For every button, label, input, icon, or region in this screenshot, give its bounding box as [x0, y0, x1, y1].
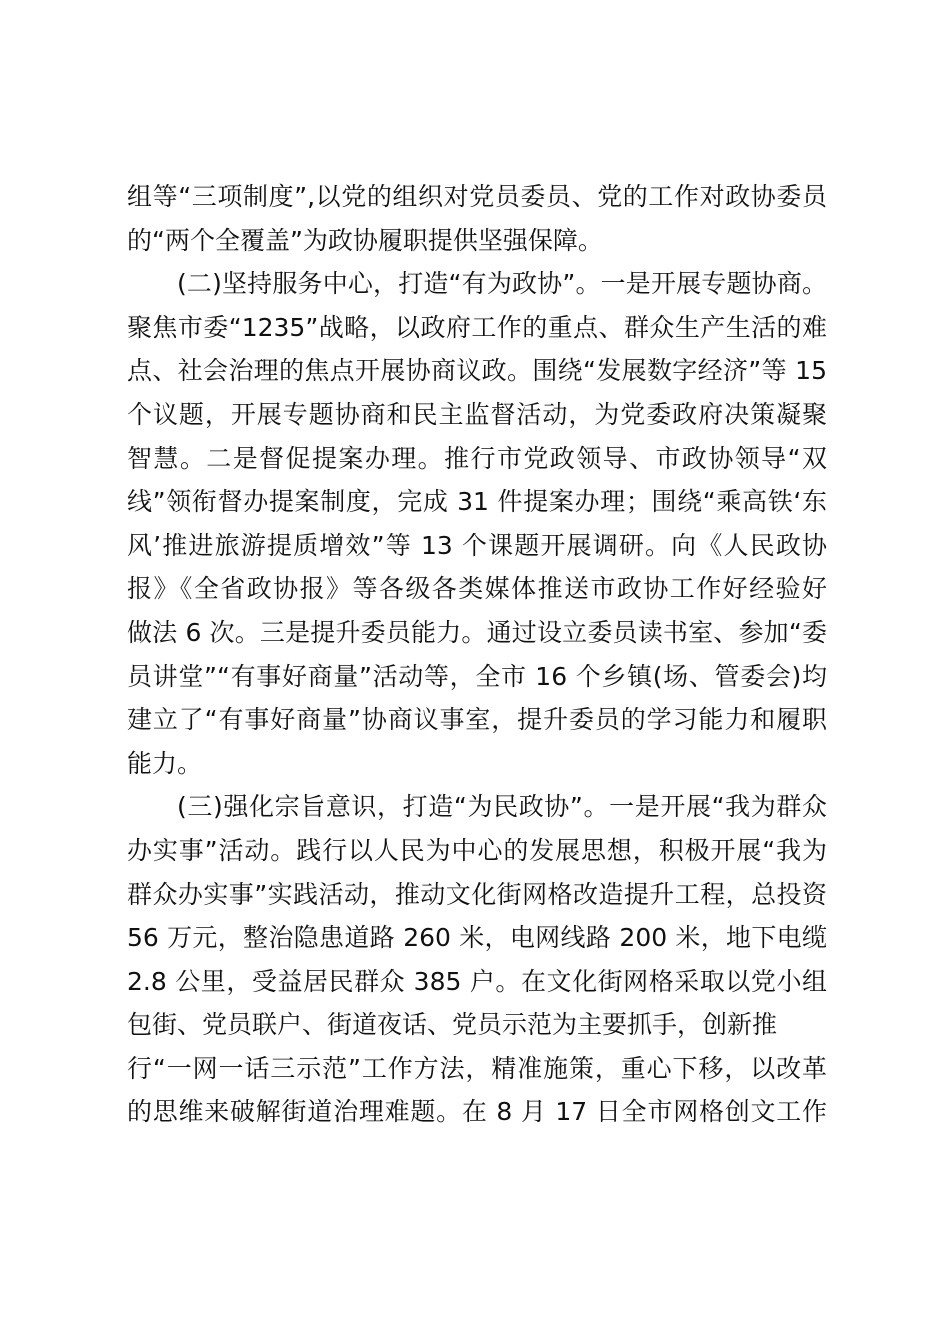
text-line: 办实事”活动。践行以人民为中心的发展思想，积极开展“我为 — [127, 835, 827, 865]
text-line: 员讲堂”“有事好商量”活动等，全市 16 个乡镇(场、管委会)均 — [127, 661, 827, 691]
document-body — [127, 175, 827, 1134]
text-line: (三)强化宗旨意识，打造“为民政协”。一是开展“我为群众 — [177, 792, 827, 822]
text-line: 风’推进旅游提质增效”等 13 个课题开展调研。向《人民政协 — [127, 530, 827, 560]
text-line: 组等“三项制度”,以党的组织对党员委员、党的工作对政协委员 — [127, 182, 827, 211]
text-line: 个议题，开展专题协商和民主监督活动，为党委政府决策凝聚 — [127, 399, 827, 429]
text-line: (二)坚持服务中心，打造“有为政协”。一是开展专题协商。 — [177, 269, 827, 299]
text-line: 建立了“有事好商量”协商议事室，提升委员的学习能力和履职 — [127, 705, 827, 735]
text-line: 群众办实事”实践活动，推动文化街网格改造提升工程，总投资 — [127, 879, 827, 909]
text-line: 的“两个全覆盖”为政协履职提供坚强保障。 — [127, 225, 603, 255]
text-line: 点、社会治理的焦点开展协商议政。围绕“发展数字经济”等 15 — [127, 356, 827, 386]
text-line: 包街、党员联户、街道夜话、党员示范为主要抓手，创新推 — [127, 1010, 778, 1040]
text-line: 2.8 公里，受益居民群众 385 户。在文化街网格采取以党小组 — [127, 966, 827, 996]
text-line: 聚焦市委“1235”战略，以政府工作的重点、群众生产生活的难 — [127, 312, 827, 342]
text-line: 行“一网一话三示范”工作方法，精准施策，重心下移，以改革 — [127, 1053, 827, 1083]
text-line: 线”领衔督办提案制度，完成 31 件提案办理；围绕“乘高铁‘东 — [127, 487, 827, 517]
text-line: 报》《全省政协报》等各级各类媒体推送市政协工作好经验好 — [127, 574, 827, 604]
text-line: 智慧。二是督促提案办理。推行市党政领导、市政协领导“双 — [127, 443, 827, 473]
text-line: 的思维来破解街道治理难题。在 8 月 17 日全市网格创文工作 — [127, 1097, 827, 1127]
text-line: 56 万元，整治隐患道路 260 米，电网线路 200 米，地下电缆 — [127, 923, 827, 953]
text-line: 能力。 — [127, 748, 203, 778]
text-line: 做法 6 次。三是提升委员能力。通过设立委员读书室、参加“委 — [127, 617, 827, 647]
